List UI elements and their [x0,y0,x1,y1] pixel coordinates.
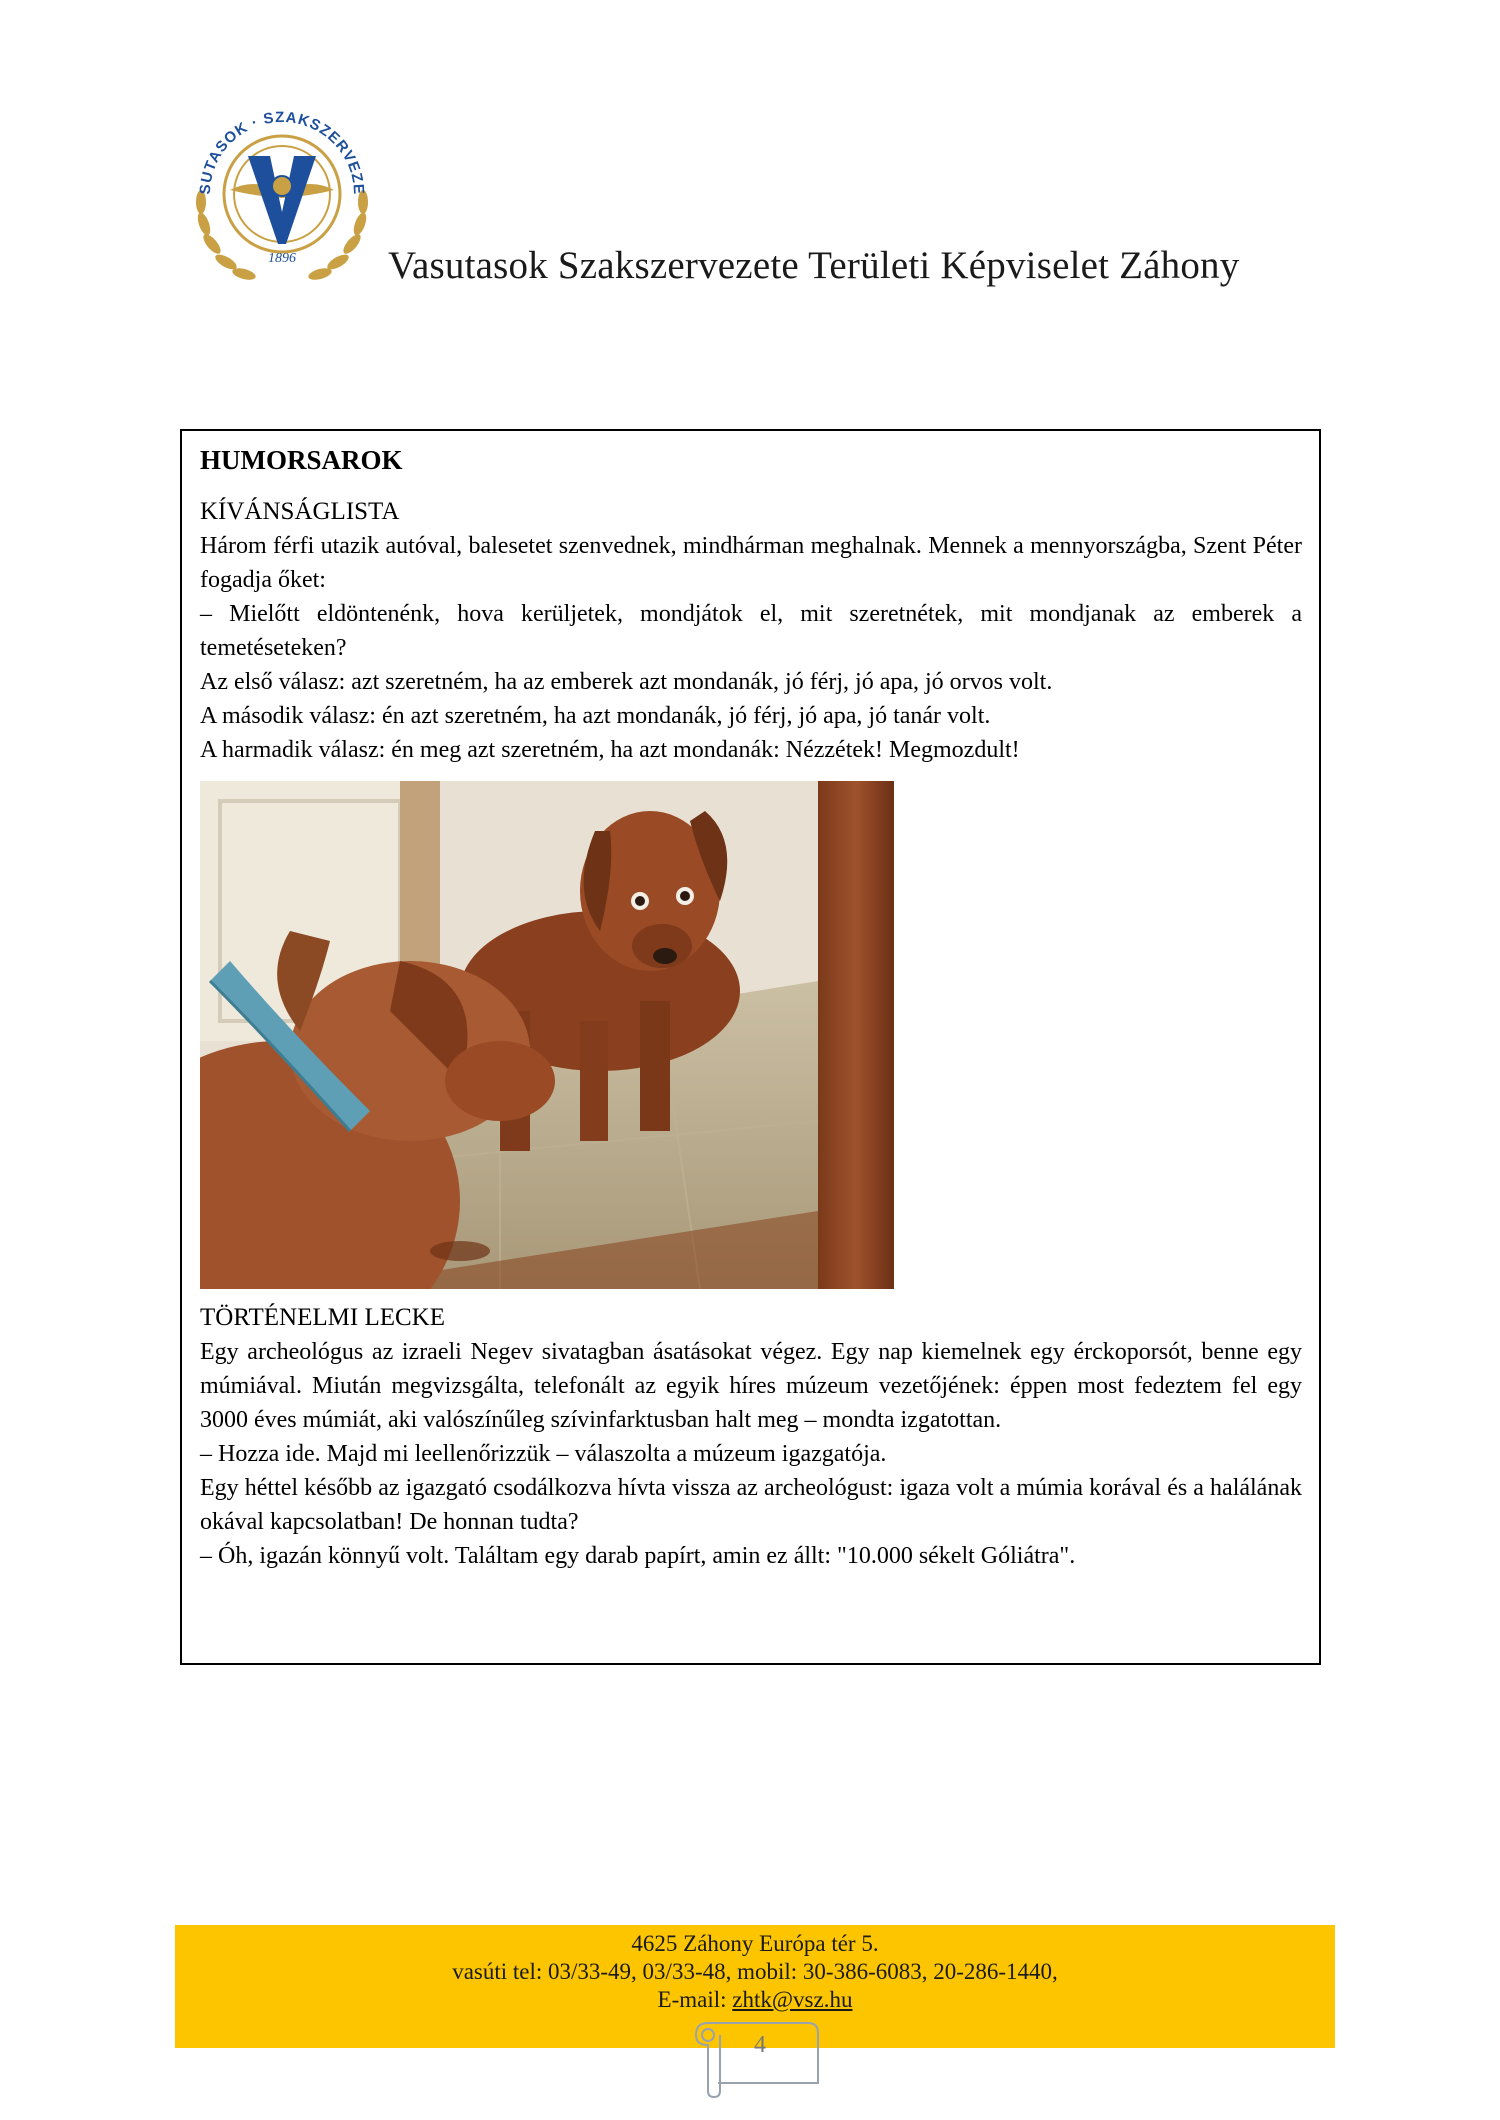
joke2-paragraph: Egy archeológus az izraeli Negev sivatagban ásatásokat végez. Egy nap kiemelnek egy érckoporsót, benne egy múmiával. Miután megvizsgálta, telefonált az egyik híres múzeum vezetőjének: éppen most fedeztem fel egy 3000 éves múmiát, aki valószínűleg szívinfarktusban halt meg – mondta izgatottan. [200,1339,1302,1433]
dog-mirror-photo [200,781,894,1289]
humor-corner-box [180,429,1321,1665]
union-logo [182,94,382,294]
section-title: HUMORSAROK [200,445,403,475]
joke1-paragraph: Három férfi utazik autóval, balesetet szenvednek, mindhárman meghalnak. Mennek a mennyországba, Szent Péter fogadja őket: [200,533,1302,593]
logo-arc-text: SUTASOK · SZAKSZERVEZE [196,108,368,196]
footer-phones: vasúti tel: 03/33-49, 03/33-48, mobil: 30-386-6083, 20-286-1440, [452,1959,1058,1984]
joke2-paragraph: – Óh, igazán könnyű volt. Találtam egy darab papírt, amin ez állt: "10.000 sékelt Góliátra". [200,1543,1076,1569]
joke1-paragraph: A harmadik válasz: én meg azt szeretném, ha azt mondanák: Nézzétek! Megmozdult! [200,737,1020,763]
joke1-paragraph: A második válasz: én azt szeretném, ha azt mondanák, jó férj, jó apa, jó tanár volt. [200,703,991,729]
page-number: 4 [754,2032,766,2058]
footer-email-line [175,1986,1335,2014]
joke1-paragraph: – Mielőtt eldöntenénk, hova kerüljetek, mondjátok el, mit szeretnétek, mit mondjanak az emberek a temetéseteken? [200,601,1302,661]
logo-year: 1896 [268,251,296,266]
joke2-title: TÖRTÉNELMI LECKE [200,1304,445,1331]
joke2-paragraph: – Hozza ide. Majd mi leellenőrizzük – válaszolta a múzeum igazgatója. [200,1441,887,1467]
joke1-paragraph: Az első válasz: azt szeretném, ha az emberek azt mondanák, jó férj, jó apa, jó orvos volt. [200,669,1053,695]
org-title: Vasutasok Szakszervezete Területi Képviselet Záhony [388,244,1240,287]
footer-email-link[interactable]: zhtk@vsz.hu [732,1987,853,2012]
footer-email-label: E-mail: [657,1987,733,2012]
footer-address: 4625 Záhony Európa tér 5. [631,1931,879,1956]
joke1-title: KÍVÁNSÁGLISTA [200,498,400,525]
joke2-paragraph: Egy héttel később az igazgató csodálkozva hívta vissza az archeológust: igaza volt a múmia korával és a halálának okával kapcsolatban! De honnan tudta? [200,1475,1302,1535]
